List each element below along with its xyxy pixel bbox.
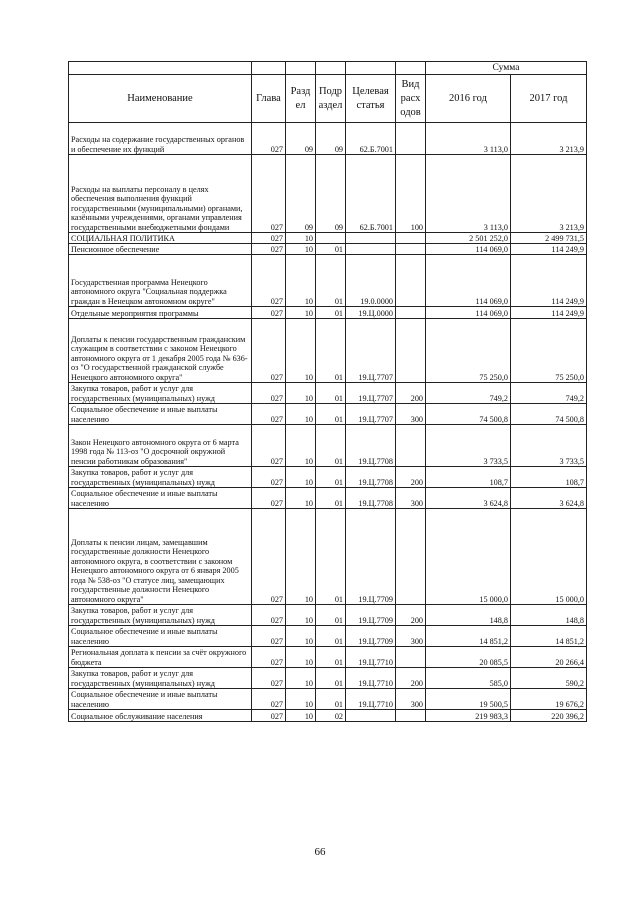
row-name: Доплаты к пенсии лицам, замещавшим государственные должности Ненецкого автономного округа, в соответствии с законом Ненецкого автономного округа от 6 января 2005 года № 538-оз "О статусе лиц, замещающих государственные должности Ненецкого автономного округа" bbox=[69, 509, 252, 605]
row-amount-2017: 220 396,2 bbox=[511, 710, 587, 722]
row-name: Социальное обслуживание населения bbox=[69, 710, 252, 722]
header-glava: Глава bbox=[252, 75, 286, 123]
row-name: Закупка товаров, работ и услуг для государственных (муниципальных) нужд bbox=[69, 605, 252, 626]
row-podrazdel: 01 bbox=[316, 605, 346, 626]
row-amount-2016: 3 113,0 bbox=[426, 155, 511, 233]
page-number: 66 bbox=[314, 846, 326, 858]
row-glava: 027 bbox=[252, 404, 286, 425]
row-name: Закон Ненецкого автономного округа от 6 марта 1998 года № 113-оз "О досрочной окружной пенсии работникам образования" bbox=[69, 425, 252, 467]
row-amount-2017: 14 851,2 bbox=[511, 626, 587, 647]
row-glava: 027 bbox=[252, 123, 286, 155]
row-name: Закупка товаров, работ и услуг для государственных (муниципальных) нужд bbox=[69, 668, 252, 689]
row-glava: 027 bbox=[252, 710, 286, 722]
row-amount-2016: 19 500,5 bbox=[426, 689, 511, 710]
row-podrazdel: 09 bbox=[316, 123, 346, 155]
row-name: Государственная программа Ненецкого автономного округа "Социальная поддержка граждан в Ненецком автономном округе" bbox=[69, 255, 252, 307]
row-amount-2016: 75 250,0 bbox=[426, 319, 511, 383]
row-podrazdel bbox=[316, 233, 346, 244]
row-amount-2017: 114 249,9 bbox=[511, 307, 587, 319]
row-razdel: 10 bbox=[286, 404, 316, 425]
row-razdel: 10 bbox=[286, 689, 316, 710]
row-statya: 19.Ц.7708 bbox=[346, 467, 396, 488]
row-vid: 300 bbox=[396, 689, 426, 710]
row-name: Региональная доплата к пенсии за счёт окружного бюджета bbox=[69, 647, 252, 668]
row-vid: 200 bbox=[396, 668, 426, 689]
row-statya: 19.Ц.7707 bbox=[346, 383, 396, 404]
row-razdel: 10 bbox=[286, 255, 316, 307]
row-amount-2017: 2 499 731,5 bbox=[511, 233, 587, 244]
row-podrazdel: 01 bbox=[316, 626, 346, 647]
row-amount-2016: 2 501 252,0 bbox=[426, 233, 511, 244]
row-name: Доплаты к пенсии государственным гражданским служащим в соответствии с законом Ненецкого автономного округа от 1 декабря 2005 года № 636-оз "О государственной гражданской службе Ненецкого автономного округа" bbox=[69, 319, 252, 383]
table-body bbox=[69, 123, 587, 722]
row-statya: 19.0.0000 bbox=[346, 255, 396, 307]
row-razdel: 10 bbox=[286, 710, 316, 722]
row-glava: 027 bbox=[252, 307, 286, 319]
row-statya: 19.Ц.7707 bbox=[346, 319, 396, 383]
row-amount-2017: 3 624,8 bbox=[511, 488, 587, 509]
header-name: Наименование bbox=[69, 75, 252, 123]
row-amount-2016: 15 000,0 bbox=[426, 509, 511, 605]
row-razdel: 10 bbox=[286, 425, 316, 467]
row-amount-2016: 3 624,8 bbox=[426, 488, 511, 509]
row-glava: 027 bbox=[252, 319, 286, 383]
row-vid bbox=[396, 647, 426, 668]
row-statya: 62.Б.7001 bbox=[346, 123, 396, 155]
header-year-2016: 2016 год bbox=[426, 75, 511, 123]
row-amount-2016: 14 851,2 bbox=[426, 626, 511, 647]
row-amount-2017: 3 733,5 bbox=[511, 425, 587, 467]
row-statya: 19.Ц.7708 bbox=[346, 488, 396, 509]
row-vid: 300 bbox=[396, 404, 426, 425]
row-razdel: 10 bbox=[286, 509, 316, 605]
row-amount-2016: 114 069,0 bbox=[426, 255, 511, 307]
header-blank-razdel bbox=[286, 62, 316, 75]
table-row bbox=[69, 123, 587, 155]
budget-table bbox=[68, 61, 587, 722]
row-podrazdel: 01 bbox=[316, 488, 346, 509]
table-row bbox=[69, 404, 587, 425]
row-razdel: 10 bbox=[286, 233, 316, 244]
table-row bbox=[69, 689, 587, 710]
row-podrazdel: 01 bbox=[316, 244, 346, 255]
row-name: Социальное обеспечение и иные выплаты населению bbox=[69, 626, 252, 647]
table-row bbox=[69, 255, 587, 307]
row-name: Социальное обеспечение и иные выплаты населению bbox=[69, 488, 252, 509]
row-podrazdel: 01 bbox=[316, 383, 346, 404]
row-vid: 100 bbox=[396, 155, 426, 233]
header-blank-name bbox=[69, 62, 252, 75]
header-blank-podrazdel bbox=[316, 62, 346, 75]
table-row bbox=[69, 307, 587, 319]
row-name: Закупка товаров, работ и услуг для государственных (муниципальных) нужд bbox=[69, 383, 252, 404]
table-row bbox=[69, 488, 587, 509]
row-statya: 19.Ц.7709 bbox=[346, 509, 396, 605]
row-vid: 200 bbox=[396, 605, 426, 626]
row-name: Расходы на содержание государственных органов и обеспечение их функций bbox=[69, 123, 252, 155]
row-statya: 19.Ц.7710 bbox=[346, 668, 396, 689]
row-vid bbox=[396, 425, 426, 467]
row-podrazdel: 09 bbox=[316, 155, 346, 233]
row-vid bbox=[396, 307, 426, 319]
row-razdel: 10 bbox=[286, 244, 316, 255]
row-razdel: 10 bbox=[286, 605, 316, 626]
row-razdel: 10 bbox=[286, 647, 316, 668]
row-amount-2017: 148,8 bbox=[511, 605, 587, 626]
row-glava: 027 bbox=[252, 244, 286, 255]
header-razdel: Разд ел bbox=[286, 75, 316, 123]
row-statya: 19.Ц.7709 bbox=[346, 605, 396, 626]
row-razdel: 10 bbox=[286, 467, 316, 488]
row-amount-2016: 148,8 bbox=[426, 605, 511, 626]
row-amount-2016: 3 733,5 bbox=[426, 425, 511, 467]
row-glava: 027 bbox=[252, 509, 286, 605]
header-podrazdel: Подр аздел bbox=[316, 75, 346, 123]
row-vid bbox=[396, 319, 426, 383]
row-podrazdel: 01 bbox=[316, 255, 346, 307]
row-amount-2016: 219 983,3 bbox=[426, 710, 511, 722]
row-statya: 19.Ц.7708 bbox=[346, 425, 396, 467]
row-glava: 027 bbox=[252, 467, 286, 488]
row-glava: 027 bbox=[252, 425, 286, 467]
row-amount-2017: 15 000,0 bbox=[511, 509, 587, 605]
row-glava: 027 bbox=[252, 668, 286, 689]
row-amount-2017: 74 500,8 bbox=[511, 404, 587, 425]
row-name: Отдельные мероприятия программы bbox=[69, 307, 252, 319]
row-vid bbox=[396, 233, 426, 244]
row-statya: 19.Ц.7710 bbox=[346, 647, 396, 668]
row-statya: 19.Ц.0000 bbox=[346, 307, 396, 319]
row-podrazdel: 01 bbox=[316, 425, 346, 467]
table-row bbox=[69, 467, 587, 488]
row-podrazdel: 01 bbox=[316, 307, 346, 319]
row-glava: 027 bbox=[252, 626, 286, 647]
row-name: Закупка товаров, работ и услуг для государственных (муниципальных) нужд bbox=[69, 467, 252, 488]
row-vid bbox=[396, 509, 426, 605]
row-amount-2016: 20 085,5 bbox=[426, 647, 511, 668]
row-statya bbox=[346, 233, 396, 244]
table-row bbox=[69, 155, 587, 233]
row-amount-2016: 3 113,0 bbox=[426, 123, 511, 155]
row-podrazdel: 01 bbox=[316, 404, 346, 425]
row-vid bbox=[396, 255, 426, 307]
row-glava: 027 bbox=[252, 255, 286, 307]
header-blank-statya bbox=[346, 62, 396, 75]
table-row bbox=[69, 233, 587, 244]
table-row bbox=[69, 647, 587, 668]
row-razdel: 10 bbox=[286, 488, 316, 509]
table-row bbox=[69, 668, 587, 689]
row-podrazdel: 02 bbox=[316, 710, 346, 722]
row-razdel: 09 bbox=[286, 123, 316, 155]
table-row bbox=[69, 605, 587, 626]
row-amount-2017: 20 266,4 bbox=[511, 647, 587, 668]
row-name: Социальное обеспечение и иные выплаты населению bbox=[69, 404, 252, 425]
row-amount-2016: 585,0 bbox=[426, 668, 511, 689]
row-glava: 027 bbox=[252, 233, 286, 244]
header-blank-glava bbox=[252, 62, 286, 75]
row-glava: 027 bbox=[252, 488, 286, 509]
table-row bbox=[69, 244, 587, 255]
row-glava: 027 bbox=[252, 689, 286, 710]
row-glava: 027 bbox=[252, 605, 286, 626]
row-statya bbox=[346, 710, 396, 722]
header-year-2017: 2017 год bbox=[511, 75, 587, 123]
table-row bbox=[69, 383, 587, 404]
row-podrazdel: 01 bbox=[316, 668, 346, 689]
row-vid: 200 bbox=[396, 383, 426, 404]
row-podrazdel: 01 bbox=[316, 647, 346, 668]
row-podrazdel: 01 bbox=[316, 467, 346, 488]
table-row bbox=[69, 626, 587, 647]
table-row bbox=[69, 710, 587, 722]
row-name: СОЦИАЛЬНАЯ ПОЛИТИКА bbox=[69, 233, 252, 244]
row-statya: 19.Ц.7707 bbox=[346, 404, 396, 425]
header-vid: Вид расх одов bbox=[396, 75, 426, 123]
header-statya: Целевая статья bbox=[346, 75, 396, 123]
header-blank-vid bbox=[396, 62, 426, 75]
row-statya: 19.Ц.7710 bbox=[346, 689, 396, 710]
row-glava: 027 bbox=[252, 647, 286, 668]
row-razdel: 10 bbox=[286, 319, 316, 383]
table-row bbox=[69, 425, 587, 467]
row-glava: 027 bbox=[252, 383, 286, 404]
row-amount-2017: 3 213,9 bbox=[511, 155, 587, 233]
row-amount-2017: 114 249,9 bbox=[511, 244, 587, 255]
row-amount-2017: 114 249,9 bbox=[511, 255, 587, 307]
row-name: Расходы на выплаты персоналу в целях обеспечения выполнения функций государственными (муниципальными) органами, казёнными учреждениями, органами управления государственными внебюджетными фондами bbox=[69, 155, 252, 233]
row-vid: 300 bbox=[396, 488, 426, 509]
row-amount-2017: 3 213,9 bbox=[511, 123, 587, 155]
table-row bbox=[69, 509, 587, 605]
row-podrazdel: 01 bbox=[316, 509, 346, 605]
row-vid: 300 bbox=[396, 626, 426, 647]
row-statya: 62.Б.7001 bbox=[346, 155, 396, 233]
row-razdel: 09 bbox=[286, 155, 316, 233]
row-vid bbox=[396, 123, 426, 155]
row-amount-2016: 114 069,0 bbox=[426, 307, 511, 319]
row-razdel: 10 bbox=[286, 668, 316, 689]
row-amount-2016: 749,2 bbox=[426, 383, 511, 404]
row-statya bbox=[346, 244, 396, 255]
row-amount-2016: 108,7 bbox=[426, 467, 511, 488]
row-razdel: 10 bbox=[286, 307, 316, 319]
row-amount-2017: 590,2 bbox=[511, 668, 587, 689]
row-podrazdel: 01 bbox=[316, 689, 346, 710]
row-glava: 027 bbox=[252, 155, 286, 233]
row-amount-2017: 19 676,2 bbox=[511, 689, 587, 710]
row-statya: 19.Ц.7709 bbox=[346, 626, 396, 647]
table-row bbox=[69, 319, 587, 383]
row-vid bbox=[396, 244, 426, 255]
row-podrazdel: 01 bbox=[316, 319, 346, 383]
row-vid: 200 bbox=[396, 467, 426, 488]
row-razdel: 10 bbox=[286, 626, 316, 647]
row-amount-2016: 74 500,8 bbox=[426, 404, 511, 425]
row-amount-2016: 114 069,0 bbox=[426, 244, 511, 255]
row-vid bbox=[396, 710, 426, 722]
row-name: Пенсионное обеспечение bbox=[69, 244, 252, 255]
row-razdel: 10 bbox=[286, 383, 316, 404]
row-amount-2017: 108,7 bbox=[511, 467, 587, 488]
row-name: Социальное обеспечение и иные выплаты населению bbox=[69, 689, 252, 710]
header-summa: Сумма bbox=[426, 62, 587, 75]
row-amount-2017: 749,2 bbox=[511, 383, 587, 404]
row-amount-2017: 75 250,0 bbox=[511, 319, 587, 383]
